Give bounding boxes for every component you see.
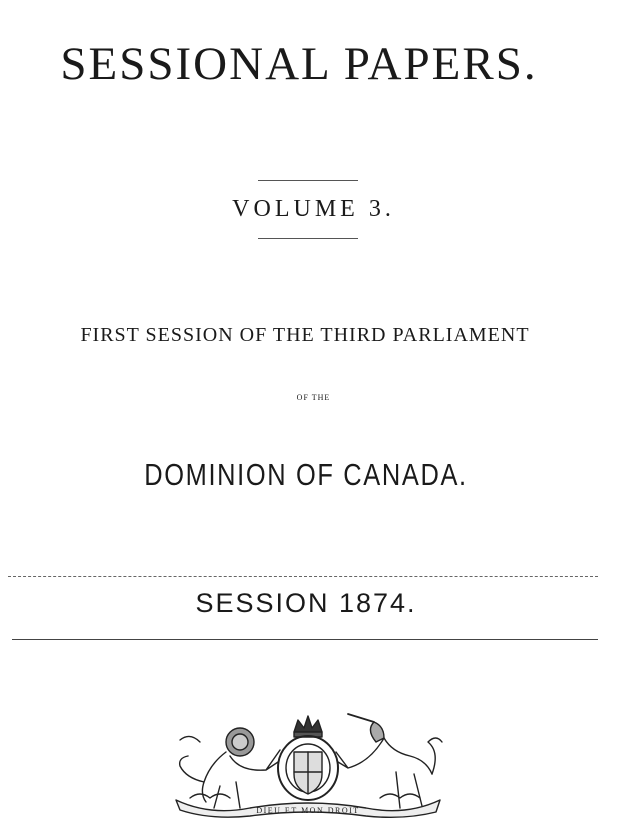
dominion-heading: DOMINION OF CANADA. bbox=[144, 457, 468, 492]
volume-bottom-rule bbox=[258, 238, 358, 239]
of-the-text: OF THE bbox=[296, 393, 331, 402]
dashed-divider bbox=[8, 576, 598, 577]
volume-label: VOLUME 3. bbox=[232, 196, 395, 222]
volume-top-rule bbox=[258, 180, 358, 181]
session-year: SESSION 1874. bbox=[195, 588, 417, 618]
motto-text: DIEU ET MON DROIT bbox=[256, 806, 360, 815]
session-heading: FIRST SESSION OF THE THIRD PARLIAMENT bbox=[80, 324, 530, 346]
royal-coat-of-arms-icon bbox=[170, 712, 445, 820]
bottom-divider bbox=[12, 639, 598, 640]
page-title: SESSIONAL PAPERS. bbox=[60, 38, 538, 90]
